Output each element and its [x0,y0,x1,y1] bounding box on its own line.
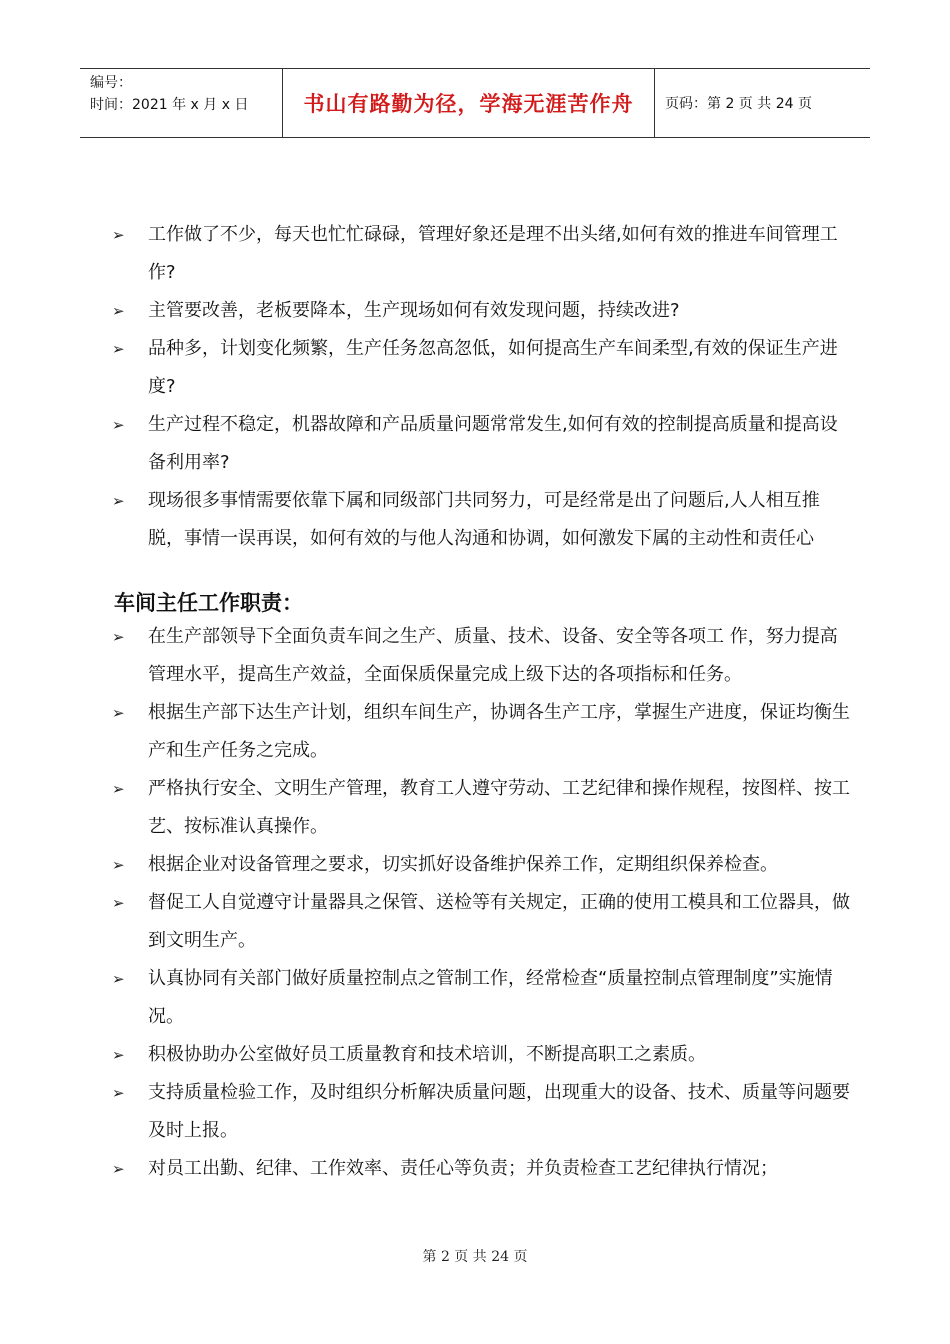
item-text: 认真协同有关部门做好质量控制点之管制工作，经常检查“质量控制点管理制度”实施情况。 [148,968,833,1027]
item-text: 根据企业对设备管理之要求，切实抓好设备维护保养工作，定期组织保养检查。 [148,854,778,875]
bullet-icon: ➢ [112,226,125,244]
list-item [112,694,852,770]
motto: 书山有路勤为径，学海无涯苦作舟 [303,92,634,116]
page-header [80,68,870,138]
item-text: 支持质量检验工作，及时组织分析解决质量问题，出现重大的设备、技术、质量等问题要及时上报。 [148,1082,850,1141]
list-item [112,618,852,694]
list-item [112,884,852,960]
list-item [112,1074,852,1150]
date-label: 时间：2021 年 x 月 x 日 [90,97,249,113]
item-text: 主管要改善，老板要降本，生产现场如何有效发现问题，持续改进? [148,300,680,321]
bullet-icon: ➢ [112,1160,125,1178]
list-item [112,960,852,1036]
list-item [112,1150,852,1188]
list-item [112,330,852,406]
question-list [112,216,852,558]
item-text: 生产过程不稳定，机器故障和产品质量问题常常发生,如何有效的控制提高质量和提高设备利用率? [148,414,838,473]
item-text: 根据生产部下达生产计划，组织车间生产，协调各生产工序，掌握生产进度，保证均衡生产和生产任务之完成。 [148,702,850,761]
section-title: 车间主任工作职责： [114,591,303,615]
bullet-icon: ➢ [112,856,125,874]
bullet-icon: ➢ [112,340,125,358]
duty-list [112,618,852,1188]
number-label: 编号： [90,75,132,91]
item-text: 现场很多事情需要依靠下属和同级部门共同努力，可是经常是出了问题后,人人相互推脱，事情一误再误，如何有效的与他人沟通和协调，如何激发下属的主动性和责任心 [148,490,820,549]
list-item [112,292,852,330]
list-item [112,482,852,558]
page-info: 页码：第 2 页 共 24 页 [665,96,812,112]
bullet-icon: ➢ [112,628,125,646]
bullet-icon: ➢ [112,780,125,798]
bullet-icon: ➢ [112,1084,125,1102]
bullet-icon: ➢ [112,492,125,510]
header-page-cell [655,69,870,137]
item-text: 对员工出勤、纪律、工作效率、责任心等负责；并负责检查工艺纪律执行情况； [148,1158,778,1179]
bullet-icon: ➢ [112,1046,125,1064]
bullet-icon: ➢ [112,894,125,912]
list-item [112,846,852,884]
page-footer: 第 2 页 共 24 页 [422,1249,528,1265]
list-item [112,406,852,482]
item-text: 严格执行安全、文明生产管理，教育工人遵守劳动、工艺纪律和操作规程，按图样、按工艺、按标准认真操作。 [148,778,850,837]
document-body [112,216,852,1188]
item-text: 督促工人自觉遵守计量器具之保管、送检等有关规定，正确的使用工模具和工位器具，做到文明生产。 [148,892,850,951]
bullet-icon: ➢ [112,970,125,988]
bullet-icon: ➢ [112,302,125,320]
list-item [112,770,852,846]
item-text: 品种多，计划变化频繁，生产任务忽高忽低，如何提高生产车间柔型,有效的保证生产进度? [148,338,838,397]
list-item [112,1036,852,1074]
list-item [112,216,852,292]
header-meta [80,69,283,137]
item-text: 在生产部领导下全面负责车间之生产、质量、技术、设备、安全等各项工 作，努力提高管理水平，提高生产效益，全面保质保量完成上级下达的各项指标和任务。 [148,626,838,685]
item-text: 积极协助办公室做好员工质量教育和技术培训，不断提高职工之素质。 [148,1044,706,1065]
bullet-icon: ➢ [112,704,125,722]
item-text: 工作做了不少，每天也忙忙碌碌，管理好象还是理不出头绪,如何有效的推进车间管理工作? [148,224,838,283]
header-motto-cell [283,69,655,137]
bullet-icon: ➢ [112,416,125,434]
